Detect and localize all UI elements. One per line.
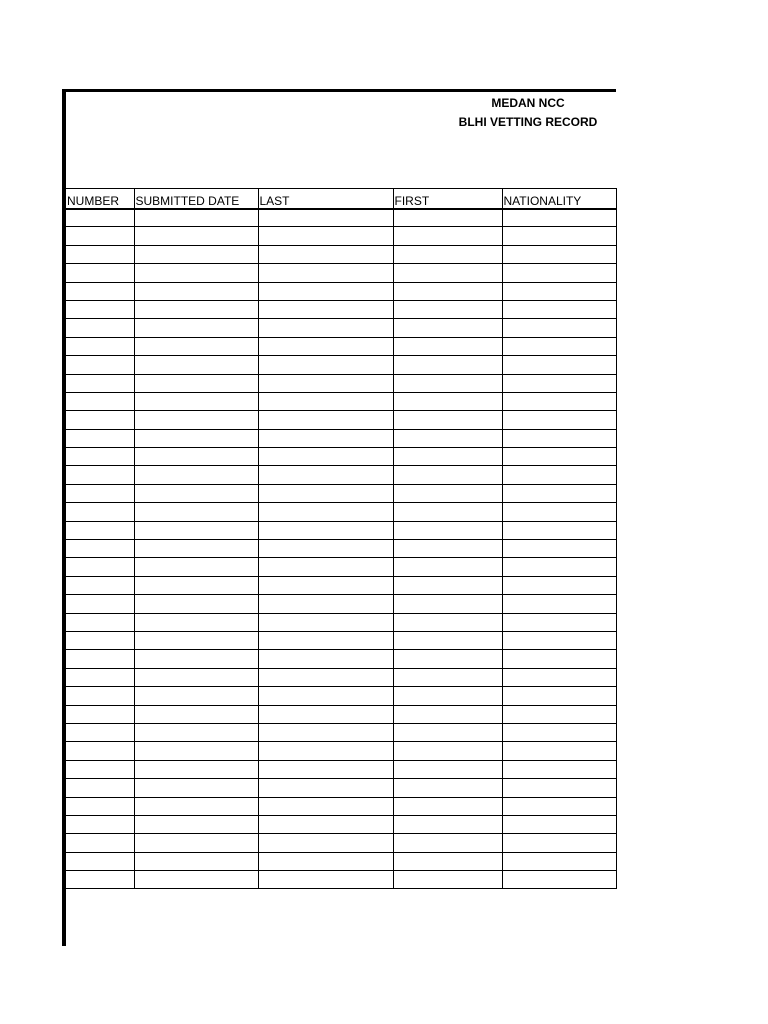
cell-number[interactable] bbox=[66, 797, 134, 815]
document-title: BLHI VETTING RECORD bbox=[458, 115, 598, 129]
cell-nationality[interactable] bbox=[502, 576, 616, 594]
cell-last[interactable] bbox=[258, 650, 393, 668]
table-row bbox=[66, 852, 616, 870]
cell-number[interactable] bbox=[66, 871, 134, 889]
cell-last[interactable] bbox=[258, 356, 393, 374]
table-row bbox=[66, 779, 616, 797]
table-row bbox=[66, 760, 616, 778]
cell-last[interactable] bbox=[258, 631, 393, 649]
cell-first[interactable] bbox=[393, 705, 502, 723]
cell-nationality[interactable] bbox=[502, 356, 616, 374]
cell-nationality[interactable] bbox=[502, 723, 616, 741]
cell-nationality[interactable] bbox=[502, 871, 616, 889]
cell-first[interactable] bbox=[393, 558, 502, 576]
cell-first[interactable] bbox=[393, 723, 502, 741]
table-row bbox=[66, 687, 616, 705]
cell-submitted-date[interactable] bbox=[134, 448, 258, 466]
table-row bbox=[66, 705, 616, 723]
cell-last[interactable] bbox=[258, 595, 393, 613]
cell-first[interactable] bbox=[393, 392, 502, 410]
cell-first[interactable] bbox=[393, 337, 502, 355]
cell-first[interactable] bbox=[393, 687, 502, 705]
table-row bbox=[66, 613, 616, 631]
cell-submitted-date[interactable] bbox=[134, 392, 258, 410]
cell-submitted-date[interactable] bbox=[134, 411, 258, 429]
vetting-record-sheet bbox=[62, 89, 616, 946]
cell-number[interactable] bbox=[66, 503, 134, 521]
cell-number[interactable] bbox=[66, 300, 134, 318]
cell-last[interactable] bbox=[258, 576, 393, 594]
cell-last[interactable] bbox=[258, 779, 393, 797]
cell-nationality[interactable] bbox=[502, 668, 616, 686]
cell-nationality[interactable] bbox=[502, 631, 616, 649]
cell-nationality[interactable] bbox=[502, 503, 616, 521]
cell-number[interactable] bbox=[66, 779, 134, 797]
cell-number[interactable] bbox=[66, 540, 134, 558]
table-row bbox=[66, 797, 616, 815]
table-row bbox=[66, 521, 616, 539]
table-row bbox=[66, 209, 616, 227]
cell-submitted-date[interactable] bbox=[134, 760, 258, 778]
cell-last[interactable] bbox=[258, 871, 393, 889]
cell-first[interactable] bbox=[393, 576, 502, 594]
cell-first[interactable] bbox=[393, 209, 502, 227]
table-row bbox=[66, 668, 616, 686]
cell-number[interactable] bbox=[66, 411, 134, 429]
cell-last[interactable] bbox=[258, 245, 393, 263]
cell-first[interactable] bbox=[393, 742, 502, 760]
cell-first[interactable] bbox=[393, 448, 502, 466]
cell-nationality[interactable] bbox=[502, 227, 616, 245]
title-block bbox=[66, 92, 616, 192]
table-row bbox=[66, 300, 616, 318]
cell-first[interactable] bbox=[393, 245, 502, 263]
cell-first[interactable] bbox=[393, 521, 502, 539]
cell-nationality[interactable] bbox=[502, 613, 616, 631]
cell-first[interactable] bbox=[393, 613, 502, 631]
cell-number[interactable] bbox=[66, 429, 134, 447]
cell-last[interactable] bbox=[258, 834, 393, 852]
cell-last[interactable] bbox=[258, 760, 393, 778]
cell-submitted-date[interactable] bbox=[134, 484, 258, 502]
cell-last[interactable] bbox=[258, 723, 393, 741]
cell-first[interactable] bbox=[393, 374, 502, 392]
table-row bbox=[66, 319, 616, 337]
cell-last[interactable] bbox=[258, 687, 393, 705]
cell-submitted-date[interactable] bbox=[134, 576, 258, 594]
cell-number[interactable] bbox=[66, 687, 134, 705]
cell-number[interactable] bbox=[66, 613, 134, 631]
cell-number[interactable] bbox=[66, 466, 134, 484]
cell-nationality[interactable] bbox=[502, 595, 616, 613]
table-header-row bbox=[66, 189, 616, 209]
cell-submitted-date[interactable] bbox=[134, 871, 258, 889]
table-row bbox=[66, 815, 616, 833]
cell-nationality[interactable] bbox=[502, 264, 616, 282]
table-row bbox=[66, 631, 616, 649]
cell-submitted-date[interactable] bbox=[134, 650, 258, 668]
cell-submitted-date[interactable] bbox=[134, 245, 258, 263]
cell-last[interactable] bbox=[258, 466, 393, 484]
cell-last[interactable] bbox=[258, 503, 393, 521]
cell-first[interactable] bbox=[393, 466, 502, 484]
cell-nationality[interactable] bbox=[502, 687, 616, 705]
cell-last[interactable] bbox=[258, 227, 393, 245]
cell-first[interactable] bbox=[393, 797, 502, 815]
cell-number[interactable] bbox=[66, 760, 134, 778]
cell-number[interactable] bbox=[66, 245, 134, 263]
cell-number[interactable] bbox=[66, 558, 134, 576]
cell-last[interactable] bbox=[258, 540, 393, 558]
cell-submitted-date[interactable] bbox=[134, 834, 258, 852]
cell-first[interactable] bbox=[393, 815, 502, 833]
table-row bbox=[66, 227, 616, 245]
cell-number[interactable] bbox=[66, 668, 134, 686]
table-row bbox=[66, 871, 616, 889]
cell-first[interactable] bbox=[393, 631, 502, 649]
column-header-number: NUMBER bbox=[66, 189, 134, 209]
cell-nationality[interactable] bbox=[502, 429, 616, 447]
cell-submitted-date[interactable] bbox=[134, 374, 258, 392]
cell-submitted-date[interactable] bbox=[134, 282, 258, 300]
table-row bbox=[66, 503, 616, 521]
cell-nationality[interactable] bbox=[502, 374, 616, 392]
cell-number[interactable] bbox=[66, 705, 134, 723]
cell-last[interactable] bbox=[258, 815, 393, 833]
cell-first[interactable] bbox=[393, 650, 502, 668]
cell-nationality[interactable] bbox=[502, 742, 616, 760]
cell-last[interactable] bbox=[258, 209, 393, 227]
table-row bbox=[66, 834, 616, 852]
table-row bbox=[66, 245, 616, 263]
cell-nationality[interactable] bbox=[502, 466, 616, 484]
cell-submitted-date[interactable] bbox=[134, 319, 258, 337]
cell-last[interactable] bbox=[258, 429, 393, 447]
cell-last[interactable] bbox=[258, 558, 393, 576]
cell-first[interactable] bbox=[393, 300, 502, 318]
cell-first[interactable] bbox=[393, 668, 502, 686]
cell-last[interactable] bbox=[258, 705, 393, 723]
cell-submitted-date[interactable] bbox=[134, 540, 258, 558]
cell-first[interactable] bbox=[393, 540, 502, 558]
table-row bbox=[66, 484, 616, 502]
cell-first[interactable] bbox=[393, 227, 502, 245]
cell-nationality[interactable] bbox=[502, 540, 616, 558]
cell-nationality[interactable] bbox=[502, 797, 616, 815]
cell-submitted-date[interactable] bbox=[134, 797, 258, 815]
cell-submitted-date[interactable] bbox=[134, 227, 258, 245]
cell-submitted-date[interactable] bbox=[134, 595, 258, 613]
cell-last[interactable] bbox=[258, 374, 393, 392]
cell-submitted-date[interactable] bbox=[134, 264, 258, 282]
table-row bbox=[66, 429, 616, 447]
cell-submitted-date[interactable] bbox=[134, 815, 258, 833]
cell-last[interactable] bbox=[258, 613, 393, 631]
column-header-first: FIRST bbox=[393, 189, 502, 209]
table-row bbox=[66, 558, 616, 576]
cell-submitted-date[interactable] bbox=[134, 503, 258, 521]
cell-submitted-date[interactable] bbox=[134, 300, 258, 318]
cell-number[interactable] bbox=[66, 723, 134, 741]
cell-number[interactable] bbox=[66, 521, 134, 539]
cell-last[interactable] bbox=[258, 319, 393, 337]
table-row bbox=[66, 466, 616, 484]
cell-first[interactable] bbox=[393, 779, 502, 797]
cell-nationality[interactable] bbox=[502, 484, 616, 502]
cell-first[interactable] bbox=[393, 760, 502, 778]
cell-submitted-date[interactable] bbox=[134, 631, 258, 649]
cell-nationality[interactable] bbox=[502, 779, 616, 797]
cell-submitted-date[interactable] bbox=[134, 613, 258, 631]
cell-last[interactable] bbox=[258, 337, 393, 355]
cell-submitted-date[interactable] bbox=[134, 723, 258, 741]
cell-number[interactable] bbox=[66, 448, 134, 466]
cell-number[interactable] bbox=[66, 392, 134, 410]
cell-nationality[interactable] bbox=[502, 650, 616, 668]
cell-first[interactable] bbox=[393, 429, 502, 447]
cell-submitted-date[interactable] bbox=[134, 337, 258, 355]
cell-nationality[interactable] bbox=[502, 834, 616, 852]
table-row bbox=[66, 392, 616, 410]
cell-nationality[interactable] bbox=[502, 209, 616, 227]
cell-first[interactable] bbox=[393, 484, 502, 502]
cell-submitted-date[interactable] bbox=[134, 705, 258, 723]
cell-number[interactable] bbox=[66, 852, 134, 870]
cell-number[interactable] bbox=[66, 319, 134, 337]
cell-number[interactable] bbox=[66, 227, 134, 245]
column-header-submitted-date: SUBMITTED DATE bbox=[134, 189, 258, 209]
cell-first[interactable] bbox=[393, 356, 502, 374]
cell-submitted-date[interactable] bbox=[134, 429, 258, 447]
table-row bbox=[66, 650, 616, 668]
cell-number[interactable] bbox=[66, 650, 134, 668]
table-row bbox=[66, 337, 616, 355]
cell-number[interactable] bbox=[66, 209, 134, 227]
cell-last[interactable] bbox=[258, 797, 393, 815]
cell-nationality[interactable] bbox=[502, 760, 616, 778]
table-row bbox=[66, 540, 616, 558]
cell-last[interactable] bbox=[258, 282, 393, 300]
cell-number[interactable] bbox=[66, 337, 134, 355]
cell-submitted-date[interactable] bbox=[134, 356, 258, 374]
cell-last[interactable] bbox=[258, 668, 393, 686]
cell-submitted-date[interactable] bbox=[134, 668, 258, 686]
cell-nationality[interactable] bbox=[502, 392, 616, 410]
cell-first[interactable] bbox=[393, 595, 502, 613]
cell-submitted-date[interactable] bbox=[134, 558, 258, 576]
cell-number[interactable] bbox=[66, 576, 134, 594]
cell-number[interactable] bbox=[66, 595, 134, 613]
table-body bbox=[66, 209, 616, 889]
cell-first[interactable] bbox=[393, 282, 502, 300]
table-row bbox=[66, 595, 616, 613]
table-row bbox=[66, 411, 616, 429]
cell-nationality[interactable] bbox=[502, 448, 616, 466]
cell-submitted-date[interactable] bbox=[134, 852, 258, 870]
column-header-nationality: NATIONALITY bbox=[502, 189, 616, 209]
cell-number[interactable] bbox=[66, 834, 134, 852]
cell-first[interactable] bbox=[393, 871, 502, 889]
cell-last[interactable] bbox=[258, 742, 393, 760]
cell-last[interactable] bbox=[258, 411, 393, 429]
cell-first[interactable] bbox=[393, 852, 502, 870]
cell-number[interactable] bbox=[66, 282, 134, 300]
cell-nationality[interactable] bbox=[502, 852, 616, 870]
cell-last[interactable] bbox=[258, 484, 393, 502]
cell-nationality[interactable] bbox=[502, 282, 616, 300]
column-header-last: LAST bbox=[258, 189, 393, 209]
cell-nationality[interactable] bbox=[502, 521, 616, 539]
cell-nationality[interactable] bbox=[502, 558, 616, 576]
organization-title: MEDAN NCC bbox=[491, 96, 565, 110]
cell-submitted-date[interactable] bbox=[134, 687, 258, 705]
cell-first[interactable] bbox=[393, 411, 502, 429]
cell-last[interactable] bbox=[258, 392, 393, 410]
table-row bbox=[66, 282, 616, 300]
table-row bbox=[66, 356, 616, 374]
table-row bbox=[66, 742, 616, 760]
vetting-record-table bbox=[66, 188, 617, 889]
cell-last[interactable] bbox=[258, 852, 393, 870]
cell-number[interactable] bbox=[66, 742, 134, 760]
cell-first[interactable] bbox=[393, 503, 502, 521]
cell-submitted-date[interactable] bbox=[134, 779, 258, 797]
cell-submitted-date[interactable] bbox=[134, 742, 258, 760]
cell-first[interactable] bbox=[393, 319, 502, 337]
cell-last[interactable] bbox=[258, 521, 393, 539]
cell-submitted-date[interactable] bbox=[134, 521, 258, 539]
cell-nationality[interactable] bbox=[502, 815, 616, 833]
cell-number[interactable] bbox=[66, 264, 134, 282]
cell-last[interactable] bbox=[258, 448, 393, 466]
cell-nationality[interactable] bbox=[502, 300, 616, 318]
cell-number[interactable] bbox=[66, 815, 134, 833]
cell-number[interactable] bbox=[66, 484, 134, 502]
table-row bbox=[66, 374, 616, 392]
table-row bbox=[66, 448, 616, 466]
cell-number[interactable] bbox=[66, 356, 134, 374]
cell-nationality[interactable] bbox=[502, 337, 616, 355]
cell-nationality[interactable] bbox=[502, 319, 616, 337]
cell-nationality[interactable] bbox=[502, 245, 616, 263]
cell-last[interactable] bbox=[258, 264, 393, 282]
table-row bbox=[66, 723, 616, 741]
cell-nationality[interactable] bbox=[502, 411, 616, 429]
table-row bbox=[66, 576, 616, 594]
cell-nationality[interactable] bbox=[502, 705, 616, 723]
cell-number[interactable] bbox=[66, 374, 134, 392]
cell-submitted-date[interactable] bbox=[134, 466, 258, 484]
cell-first[interactable] bbox=[393, 834, 502, 852]
cell-first[interactable] bbox=[393, 264, 502, 282]
cell-last[interactable] bbox=[258, 300, 393, 318]
cell-submitted-date[interactable] bbox=[134, 209, 258, 227]
table-row bbox=[66, 264, 616, 282]
cell-number[interactable] bbox=[66, 631, 134, 649]
